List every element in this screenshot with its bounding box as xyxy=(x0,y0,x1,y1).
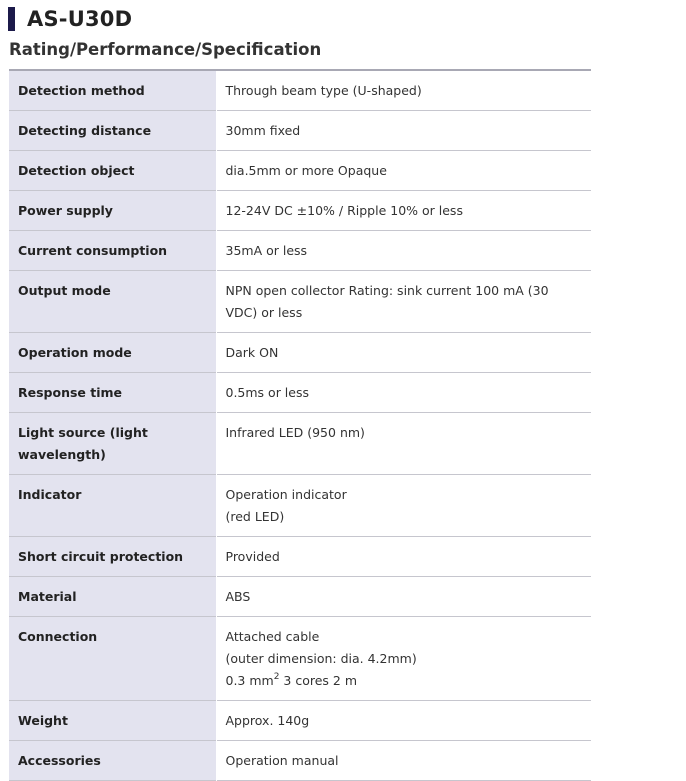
section-subtitle: Rating/Performance/Specification xyxy=(9,40,322,59)
table-row xyxy=(9,231,591,271)
spec-value: Through beam type (U-shaped) xyxy=(216,70,591,111)
cable-size-text: 0.3 mm xyxy=(225,673,274,688)
table-row xyxy=(9,70,591,111)
cable-cores-text: 3 cores 2 m xyxy=(279,673,358,688)
title-accent-bar xyxy=(8,7,15,31)
table-row xyxy=(9,191,591,231)
table-row xyxy=(9,741,591,781)
spec-label: Weight xyxy=(9,701,216,741)
spec-label: Detection method xyxy=(9,70,216,111)
title-row xyxy=(8,6,132,32)
spec-label: Light source (light wavelength) xyxy=(9,413,216,475)
table-row xyxy=(9,413,591,475)
spec-value-line: (red LED) xyxy=(225,509,285,524)
spec-value: Operation manual xyxy=(216,741,591,781)
table-row xyxy=(9,577,591,617)
table-row xyxy=(9,333,591,373)
spec-value: Approx. 140g xyxy=(216,701,591,741)
spec-value: 30mm fixed xyxy=(216,111,591,151)
spec-label: Response time xyxy=(9,373,216,413)
spec-label: Current consumption xyxy=(9,231,216,271)
spec-label: Power supply xyxy=(9,191,216,231)
spec-value xyxy=(216,475,591,537)
specification-table xyxy=(9,69,591,781)
spec-label: Output mode xyxy=(9,271,216,333)
spec-label: Operation mode xyxy=(9,333,216,373)
spec-value: Provided xyxy=(216,537,591,577)
spec-label: Short circuit protection xyxy=(9,537,216,577)
table-row xyxy=(9,701,591,741)
spec-value-line: Operation indicator xyxy=(225,487,347,502)
spec-value: 0.5ms or less xyxy=(216,373,591,413)
page-title: AS-U30D xyxy=(27,7,133,31)
spec-value-line: Attached cable xyxy=(225,629,320,644)
spec-value-line xyxy=(226,670,584,692)
spec-value: NPN open collector Rating: sink current 100 mA (30 VDC) or less xyxy=(216,271,591,333)
table-row xyxy=(9,537,591,577)
spec-value xyxy=(216,617,591,701)
table-row xyxy=(9,271,591,333)
spec-value: 12-24V DC ±10% / Ripple 10% or less xyxy=(216,191,591,231)
spec-value-line: (outer dimension: dia. 4.2mm) xyxy=(225,651,417,666)
spec-label: Detecting distance xyxy=(9,111,216,151)
table-row xyxy=(9,617,591,701)
spec-value: Dark ON xyxy=(216,333,591,373)
table-row xyxy=(9,475,591,537)
spec-label: Connection xyxy=(9,617,216,701)
spec-value: dia.5mm or more Opaque xyxy=(216,151,591,191)
table-row xyxy=(9,111,591,151)
spec-value: Infrared LED (950 nm) xyxy=(216,413,591,475)
superscript-text: 2 xyxy=(273,672,280,682)
table-row xyxy=(9,151,591,191)
spec-value: 35mA or less xyxy=(216,231,591,271)
spec-label: Material xyxy=(9,577,216,617)
table-row xyxy=(9,373,591,413)
spec-value: ABS xyxy=(216,577,591,617)
spec-label: Accessories xyxy=(9,741,216,781)
spec-label: Detection object xyxy=(9,151,216,191)
spec-label: Indicator xyxy=(9,475,216,537)
